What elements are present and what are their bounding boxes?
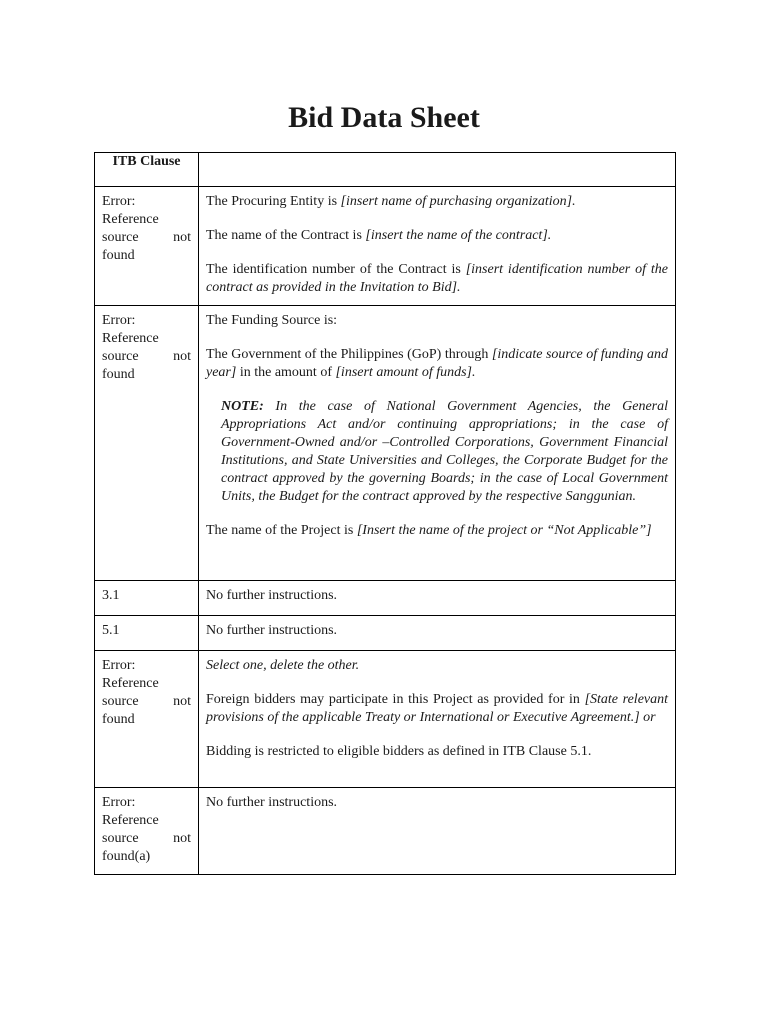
ref-error-word: source — [102, 831, 139, 846]
clause-number: 5.1 — [95, 616, 199, 651]
clause-cell — [95, 187, 199, 306]
placeholder-text: [State relevant provisions of the applicable Treaty or International or Executive Agreement.] or — [206, 692, 669, 725]
text-run: Foreign bidders may participate in this Project as provided for in — [206, 692, 585, 707]
placeholder-text: [indicate source of funding and year] — [206, 347, 668, 380]
ref-error-line: Reference — [102, 331, 159, 346]
ref-error-line: Error: — [102, 658, 136, 673]
table-row — [95, 651, 676, 788]
funding-source-text — [206, 346, 668, 382]
ref-error-line: found(a) — [102, 849, 151, 864]
bidding-restricted-text: Bidding is restricted to eligible bidders as defined in ITB Clause 5.1. — [206, 744, 592, 759]
page-title: Bid Data Sheet — [288, 101, 480, 134]
description-cell: No further instructions. — [199, 616, 676, 651]
clause-cell — [95, 651, 199, 788]
table-row — [95, 616, 676, 651]
funding-note — [221, 398, 668, 506]
placeholder-text: [insert the name of the contract]. — [365, 228, 552, 243]
clause-cell — [95, 788, 199, 875]
ref-error-word: not — [173, 694, 191, 709]
table-row — [95, 187, 676, 306]
note-text: In the case of National Government Agencies, the General Appropriations Act and/or continuing appropriations; in the case of Government-Owned and/or –Controlled Corporations, Government Financial Institutions, and State Universities and Colleges, the Corporate Budget for the contract approved by the governing Boards; in the case of Local Government Units, the Budget for the contract approved by the respective Sanggunian. — [221, 399, 668, 504]
table-row — [95, 581, 676, 616]
header-description — [199, 153, 676, 187]
description-cell — [199, 651, 676, 788]
text-run: The name of the Contract is — [206, 228, 366, 243]
ref-error-word: source — [102, 230, 139, 245]
ref-error-word: not — [173, 831, 191, 846]
ref-error-line: Reference — [102, 676, 159, 691]
contract-name-text — [206, 227, 668, 245]
ref-error-line: found — [102, 367, 135, 382]
ref-error-line: found — [102, 248, 135, 263]
clause-cell — [95, 306, 199, 581]
description-cell — [199, 306, 676, 581]
ref-error-word: source — [102, 694, 139, 709]
text-run: The Government of the Philippines (GoP) through — [206, 347, 492, 362]
text-run: The identification number of the Contract is — [206, 262, 466, 277]
note-label: NOTE: — [221, 399, 264, 414]
description-cell: No further instructions. — [199, 581, 676, 616]
description-cell — [199, 187, 676, 306]
ref-error-line — [102, 693, 191, 711]
foreign-bidders-text — [206, 691, 668, 727]
ref-error-line — [102, 229, 191, 247]
bid-data-table — [94, 152, 676, 875]
text-run: The Procuring Entity is — [206, 194, 341, 209]
ref-error-line: Reference — [102, 813, 159, 828]
ref-error-line: Reference — [102, 212, 159, 227]
ref-error-line: Error: — [102, 795, 136, 810]
placeholder-text: [insert name of purchasing organization]. — [340, 194, 576, 209]
procuring-entity-text — [206, 193, 668, 211]
text-run: in the amount of — [236, 365, 336, 380]
table-row — [95, 788, 676, 875]
project-name-text — [206, 522, 668, 540]
ref-error-word: not — [173, 230, 191, 245]
ref-error-line: Error: — [102, 194, 136, 209]
ref-error-line — [102, 830, 191, 848]
funding-source-label: The Funding Source is: — [206, 313, 338, 328]
select-one-instruction: Select one, delete the other. — [206, 658, 360, 673]
table-row — [95, 306, 676, 581]
placeholder-text: [insert amount of funds]. — [335, 365, 476, 380]
ref-error-line — [102, 348, 191, 366]
text-run: The name of the Project is — [206, 523, 357, 538]
placeholder-text: [insert identification number of the contract as provided in the Invitation to Bid]. — [206, 262, 669, 295]
ref-error-line: Error: — [102, 313, 136, 328]
table-header-row — [95, 153, 676, 187]
description-cell: No further instructions. — [199, 788, 676, 875]
ref-error-line: found — [102, 712, 135, 727]
ref-error-word: not — [173, 349, 191, 364]
header-itb-clause: ITB Clause — [95, 153, 199, 187]
contract-id-text — [206, 261, 668, 297]
clause-number: 3.1 — [95, 581, 199, 616]
placeholder-text: [Insert the name of the project or “Not Applicable”] — [356, 523, 652, 538]
ref-error-word: source — [102, 349, 139, 364]
